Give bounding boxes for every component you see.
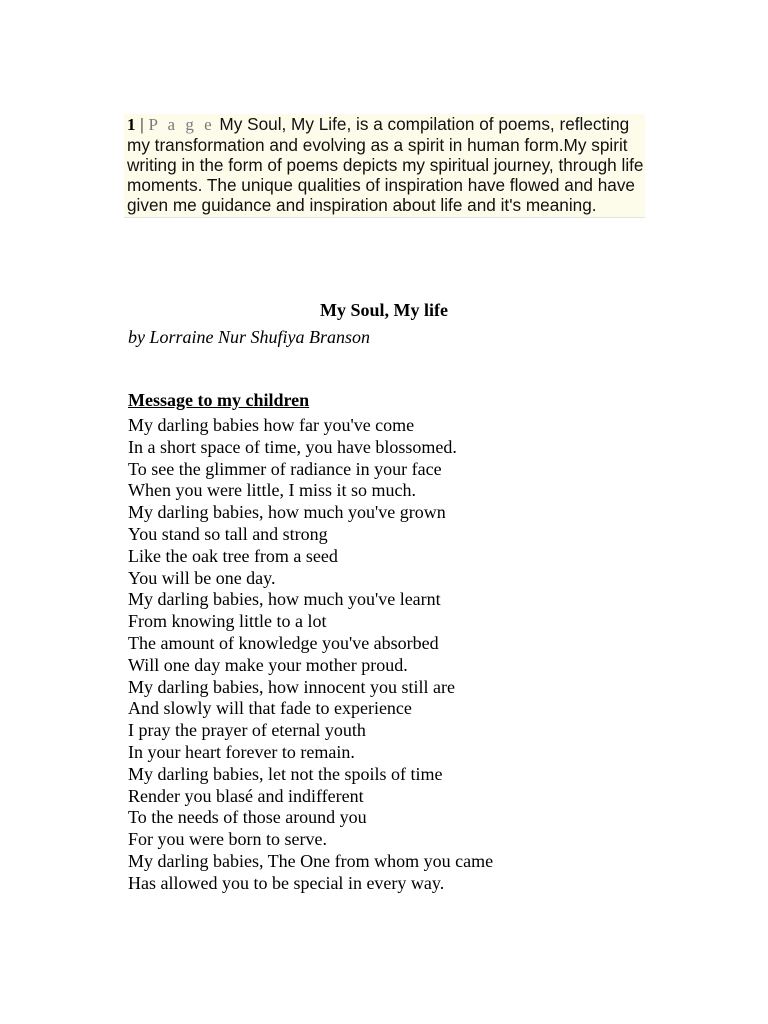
poem-line: To the needs of those around you [128, 807, 367, 828]
poem-line: Will one day make your mother proud. [128, 654, 408, 675]
poem-line: My darling babies, how much you've grown [128, 502, 446, 523]
poem-line: My darling babies, The One from whom you came [128, 850, 494, 871]
poem-title: Message to my children [128, 390, 310, 410]
poem-line: Has allowed you to be special in every way. [128, 872, 445, 893]
poem-line: My darling babies, let not the spoils of time [128, 763, 443, 784]
poem-line: And slowly will that fade to experience [128, 698, 412, 719]
page-number: 1 [127, 115, 136, 134]
poem-line: My darling babies, how much you've learnt [128, 589, 441, 610]
poem-line: I pray the prayer of eternal youth [128, 720, 366, 741]
poem-line: In your heart forever to remain. [128, 741, 355, 762]
poem-line: You will be one day. [128, 567, 276, 588]
poem-line: The amount of knowledge you've absorbed [128, 632, 439, 653]
poem-line: To see the glimmer of radiance in your face [128, 458, 442, 479]
page-header-blurb [124, 114, 645, 218]
page-separator: | [140, 115, 144, 134]
poem-line: Like the oak tree from a seed [128, 545, 338, 566]
author-byline: by Lorraine Nur Shufiya Branson [128, 327, 371, 347]
page-label: P a g e [148, 115, 215, 134]
poem-line: My darling babies, how innocent you still are [128, 676, 455, 697]
poem-line: Render you blasé and indifferent [128, 785, 364, 806]
poem-line: For you were born to serve. [128, 829, 327, 850]
book-title: My Soul, My life [320, 300, 448, 320]
poem-lines [128, 415, 493, 895]
poem-line: In a short space of time, you have blossomed. [128, 436, 457, 457]
poem-line: You stand so tall and strong [128, 523, 328, 544]
poem-line: When you were little, I miss it so much. [128, 480, 416, 501]
book-description: My Soul, My Life, is a compilation of poems, reflecting my transformation and evolving as a spirit in human form.My spirit writing in the form of poems depicts my spiritual journey, through life moments. The unique qualities of inspiration have flowed and have given me guidance and inspiration about life and it's meaning. [127, 114, 644, 215]
poem-line: My darling babies how far you've come [128, 415, 415, 435]
poem-line: From knowing little to a lot [128, 611, 327, 632]
